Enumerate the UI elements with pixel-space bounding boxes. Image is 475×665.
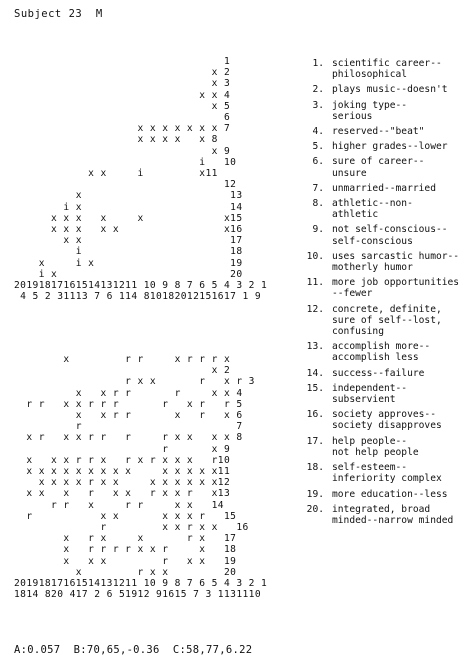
grid1-row: 20191817161514131211 10 9 8 7 6 5 4 3 2 1 [14,280,268,291]
grid2-row: x r r r r x x r x 18 [14,544,237,556]
legend-item [302,277,472,299]
legend-item [302,126,472,137]
grid1-row: x x x x x x16 [14,224,243,235]
legend-text: reserved--"beat" [332,126,425,138]
legend-text: accomplish more-- accomplish less [332,341,431,364]
legend-number: 20. [306,503,324,515]
legend-number: 15. [306,382,324,394]
legend-item [302,489,472,500]
grid2-row: x r x x r x 17 [14,533,237,545]
grid2-row: x x x r x x r x x r x13 [14,488,231,500]
grid1-row: 12 [14,179,237,191]
grid2-row: 1814 820 417 2 6 51912 91615 7 3 1131110 [14,589,262,601]
legend-item [302,383,472,405]
grid2-row: x r r x r r r x [14,354,231,365]
legend-number: 14. [306,367,324,379]
legend-text: concrete, definite, sure of self--lost, confusing [332,303,442,338]
grid2-row: x x r r r x x 4 [14,387,243,399]
grid1-row: x 2 [14,67,231,79]
grid1-row: i x 14 [14,201,243,213]
legend-number: 8. [312,198,324,210]
legend-item [302,198,472,220]
legend-number: 10. [306,250,324,262]
legend-number: 9. [312,224,324,236]
legend-text: more job opportunities --fewer [332,277,460,300]
grid1-row: 4 5 2 31113 7 6 114 810182012151617 1 9 [14,291,262,303]
grid2-row: r x x x x x r 15 [14,510,237,522]
footer-stats: A:0.057 B:70,65,-0.36 C:58,77,6.22 [14,644,253,656]
grid1-row: x i x 19 [14,257,243,269]
grid1-row: x 3 [14,78,231,90]
grid2-row: x x x r r x r x r x x x r10 [14,454,231,466]
grid1-row: x x x x x 8 [14,134,218,146]
legend-text: plays music--doesn't [332,84,448,96]
legend-number: 6. [312,156,324,168]
legend-text: help people-- not help people [332,435,419,458]
legend-number: 5. [312,141,324,153]
legend-number: 2. [312,84,324,96]
legend-item [302,436,472,458]
legend-number: 18. [306,462,324,474]
grid2-row: 20191817161514131211 10 9 8 7 6 5 4 3 2 1 [14,578,268,589]
legend-item [302,183,472,194]
legend-text: society approves-- society disapproves [332,409,442,432]
legend-item [302,141,472,152]
grid2-row: x r x x r r r r x x x x 8 [14,432,243,444]
legend-item [302,156,472,178]
legend-text: not self-conscious-- self-conscious [332,224,448,247]
grid1-row: x x 4 [14,89,231,101]
grid1-row: x 9 [14,145,231,157]
legend-text: athletic--non- athletic [332,198,413,221]
grid2-row: x x x r x x 19 [14,555,237,567]
legend-number: 19. [306,488,324,500]
subject-title: Subject 23 M [14,8,103,20]
legend-number: 4. [312,126,324,138]
legend-number: 7. [312,182,324,194]
legend-item [302,504,472,526]
legend-item [302,58,472,80]
legend-number: 16. [306,409,324,421]
legend-number: 11. [306,277,324,289]
grid2-row: x x r r x r x 6 [14,410,243,421]
grid1-row: x x i x11 [14,168,218,179]
grid1-row: x x 17 [14,235,243,247]
grid1-row: i x 20 [14,268,243,280]
legend-text: success--failure [332,367,425,379]
grid2-row: r x x r x x 16 [14,522,249,533]
grid2-row: r r x r r x x 14 [14,499,224,511]
legend-item [302,462,472,484]
legend-text: unmarried--married [332,182,436,194]
legend-text: uses sarcastic humor-- motherly humor [332,250,460,274]
legend-text: more education--less [332,488,448,500]
legend-number: 12. [306,303,324,315]
legend-number: 3. [312,99,324,111]
legend-item [302,304,472,338]
grid1-row: x 13 [14,190,243,202]
legend-number: 1. [312,58,324,69]
legend-text: scientific career-- philosophical [332,58,442,81]
grid2-row: r r x x r r r r x r r 5 [14,398,243,410]
grid2-row: r x 9 [14,443,231,455]
legend-number: 13. [306,341,324,353]
legend-item [302,251,472,273]
legend-item [302,100,472,122]
legend-item [302,84,472,95]
grid2-row: x 2 [14,365,231,377]
legend-text: independent-- subservient [332,382,408,406]
grid1-row: x x x x x x15 [14,212,243,224]
grid2-row: r 7 [14,421,243,433]
grid2-row: x x x x r x x x x x x x x12 [14,477,231,489]
grid1-row: i 18 [14,246,243,258]
grid2-row: x x x x x x x x x x x x x x11 [14,466,231,477]
legend-number: 17. [306,435,324,447]
grid1-row: i 10 [14,156,237,168]
legend-text: self-esteem-- inferiority complex [332,462,442,485]
grid2-row: x r x x 20 [14,566,237,578]
legend-text: integrated, broad minded--narrow minded [332,503,454,526]
legend-text: joking type-- serious [332,99,408,122]
legend-text: sure of career-- unsure [332,156,425,179]
grid1-row: 6 [14,112,231,123]
grid1-row: x 5 [14,100,231,112]
construct-legend [302,58,472,530]
legend-item [302,368,472,379]
grid1-row: x x x x x x x 7 [14,123,231,135]
grid1-row: 1 [14,56,231,67]
legend-item [302,341,472,363]
legend-text: higher grades--lower [332,141,448,153]
legend-item [302,409,472,431]
legend-item [302,224,472,246]
grid2-row: r x x r x r 3 [14,376,255,388]
